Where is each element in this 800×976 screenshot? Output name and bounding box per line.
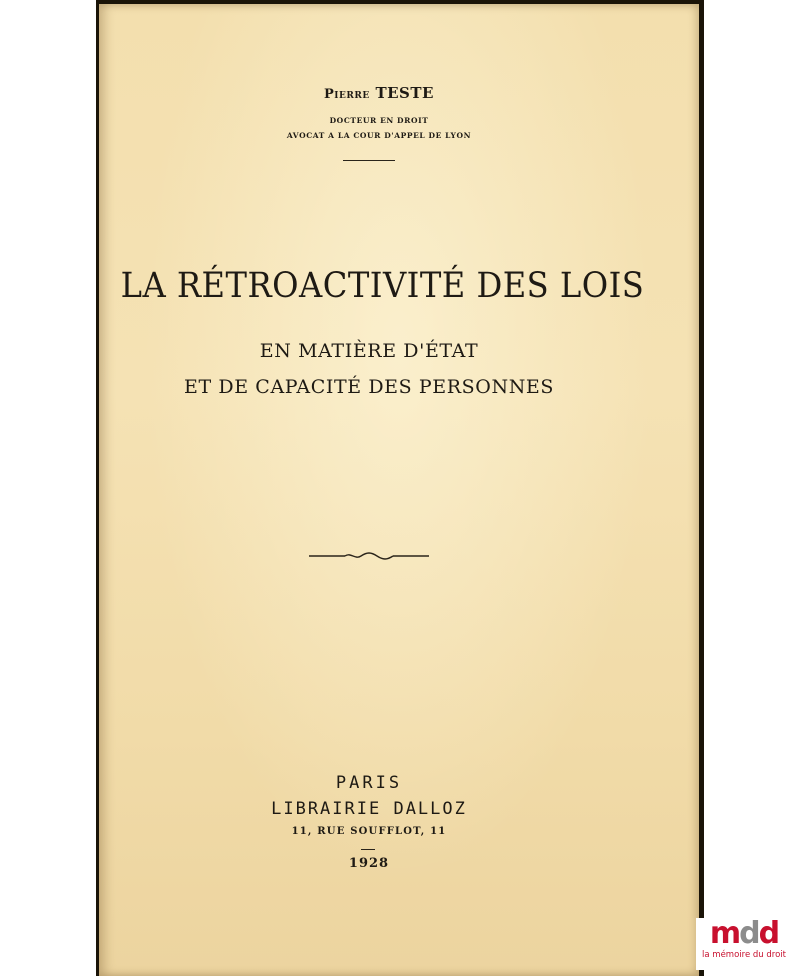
mdd-logo: [696, 918, 792, 970]
author-name: [99, 84, 659, 102]
publisher-city: PARIS: [335, 773, 403, 793]
author-first-name: Pierre: [324, 87, 370, 102]
publication-year: 1928: [348, 856, 390, 871]
book-subtitle-line-2: ET DE CAPACITÉ DES PERSONNES: [183, 376, 555, 398]
publisher-address: 11, RUE SOUFFLOT, 11: [291, 826, 447, 837]
ornament-icon: [309, 549, 429, 563]
mdd-logo-mark: mdd: [709, 916, 779, 951]
divider-rule: [343, 160, 395, 161]
book-subtitle-line-1: EN MATIÈRE D'ÉTAT: [259, 340, 479, 362]
book-title: LA RÉTROACTIVITÉ DES LOIS: [120, 266, 645, 306]
publisher-name: LIBRAIRIE DALLOZ: [271, 799, 467, 819]
author-credential-degree: DOCTEUR EN DROIT: [329, 116, 429, 125]
imprint-dash: [361, 849, 375, 850]
title-page: [99, 4, 699, 976]
author-credential-bar: AVOCAT A LA COUR D'APPEL DE LYON: [286, 131, 472, 140]
mdd-logo-tagline: la mémoire du droit: [702, 950, 786, 960]
author-last-name: TESTE: [375, 84, 434, 102]
